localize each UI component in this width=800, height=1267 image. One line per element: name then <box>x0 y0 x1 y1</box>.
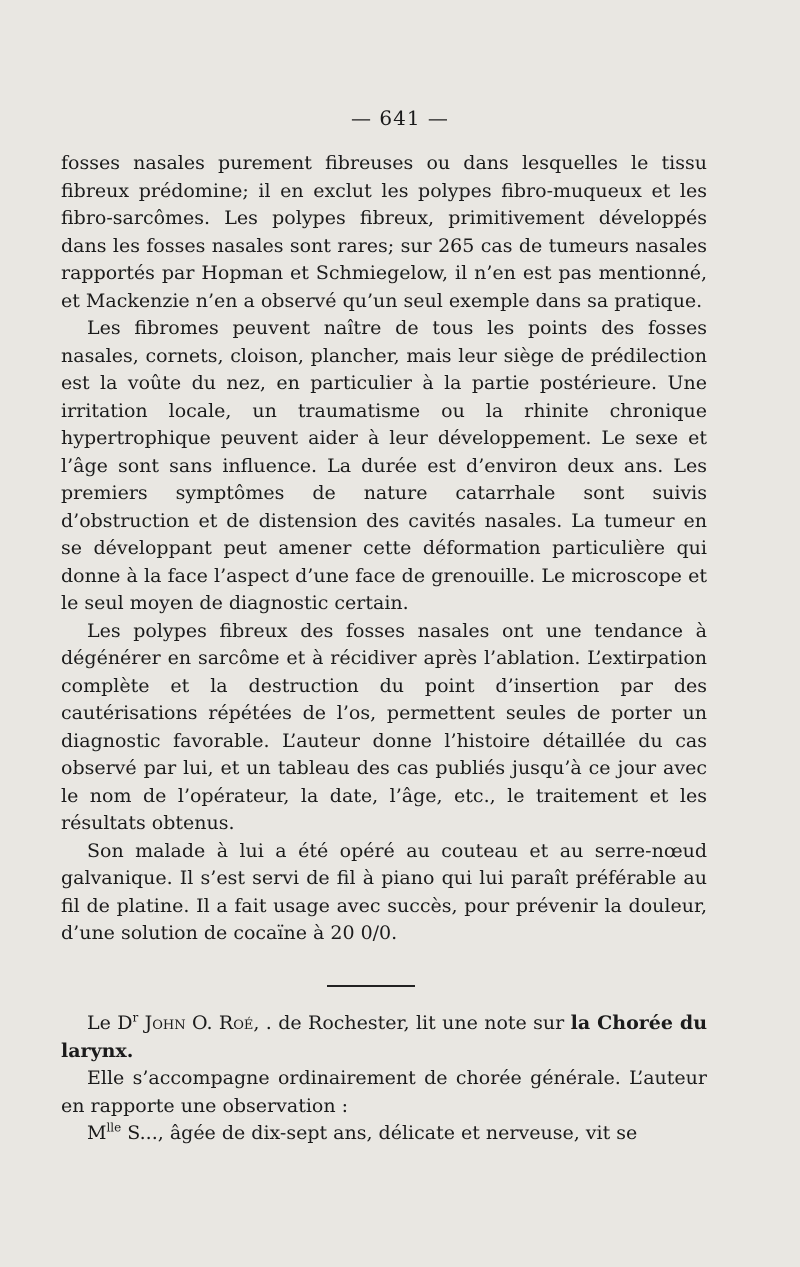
observation-prefix: M <box>87 1122 107 1144</box>
intro-middle: , . de Rochester, lit une note sur <box>253 1012 571 1034</box>
section-divider <box>0 985 800 989</box>
intro-prefix: Le D <box>87 1012 133 1034</box>
section-divider-line <box>327 985 415 987</box>
paragraph-2: Les fibromes peuvent naître de tous les points des fosses nasales, cornets, cloison, plancher, mais leur siège de prédilection est la voûte du nez, en particulier à la partie postérieure. Une irritation locale, un traumatisme ou la rhinite chronique hypertrophique peuvent aider à leur développement. Le sexe et l’âge sont sans influence. La durée est d’environ deux ans. Les premiers symptômes de nature catarrhale sont suivis d’obstruction et de distension des cavités nasales. La tumeur en se développant peut amener cette déformation particulière qui donne à la face l’aspect d’une face de grenouille. Le microscope et le seul moyen de diagnostic certain. <box>61 317 707 614</box>
section-two-paragraph: Elle s’accompagne ordinairement de chorée générale. L’auteur en rapporte une observation : <box>61 1067 707 1117</box>
paragraph-1: fosses nasales purement fibreuses ou dans lesquelles le tissu fibreux prédomine; il en exclut les polypes fibro-muqueux et les fibro-sarcômes. Les polypes fibreux, primitivement développés dans les fosses nasales sont rares; sur 265 cas de tumeurs nasales rapportés par Hopman et Schmiegelow, il n’en est pas mentionné, et Mackenzie n’en a observé qu’un seul exemple dans sa pratique. <box>61 152 707 312</box>
observation-text: S..., âgée de dix-sept ans, délicate et nerveuse, vit se <box>121 1122 638 1144</box>
paragraph-3: Les polypes fibreux des fosses nasales ont une tendance à dégénérer en sarcôme et à récidiver après l’ablation. L’extirpation complète et la destruction du point d’insertion par des cautérisations répétées de l’os, permettent seules de porter un diagnostic favorable. L’auteur donne l’histoire détaillée du cas observé par lui, et un tableau des cas publiés jusqu’à ce jour avec le nom de l’opérateur, la date, l’âge, etc., le traitement et les résultats obtenus. <box>61 619 707 834</box>
section-two <box>61 1010 707 1148</box>
page-number: — 641 — <box>351 106 449 130</box>
author-name: John O. Roé <box>144 1012 254 1034</box>
chapter-title: la Chorée du larynx. <box>61 1012 708 1062</box>
section-two-intro <box>61 1010 707 1065</box>
intro-superscript: r <box>132 1010 139 1025</box>
observation-superscript: lle <box>106 1120 122 1135</box>
observation-start <box>61 1120 707 1148</box>
paragraph-4: Son malade à lui a été opéré au couteau et au serre-nœud galvanique. Il s’est servi de fil à piano qui lui paraît préférable au fil de platine. Il a fait usage avec succès, pour prévenir la douleur, d’une solution de cocaïne à 20 0/0. <box>61 839 707 944</box>
main-text <box>61 150 707 948</box>
